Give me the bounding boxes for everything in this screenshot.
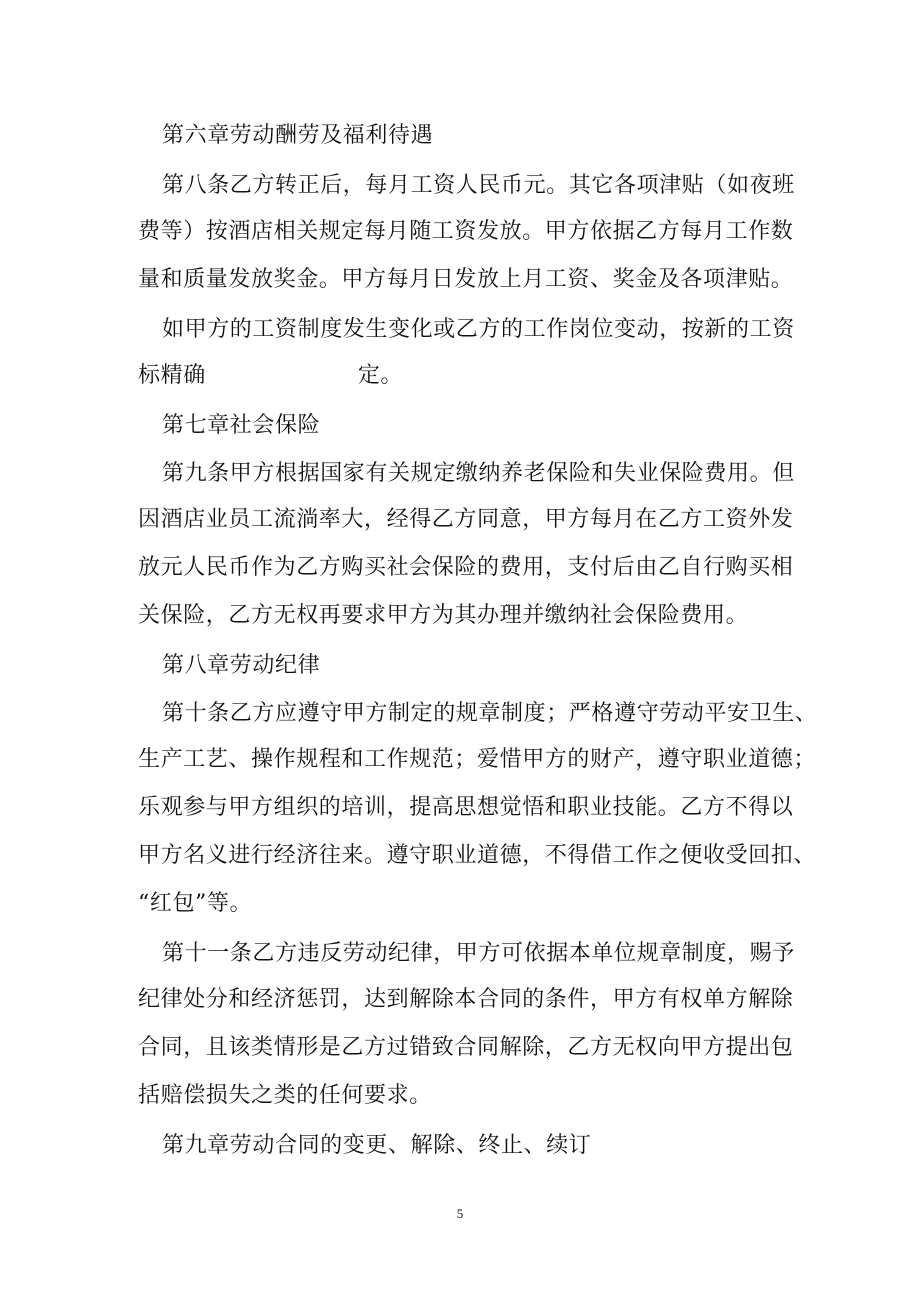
article-8-line-2: 费等）按酒店相关规定每月随工资发放。甲方依据乙方每月工作数: [138, 219, 794, 244]
wage-change-text-before: 标精确: [138, 363, 206, 388]
page-number: 5: [456, 1206, 464, 1221]
article-11-line-1: 第十一条乙方违反劳动纪律，甲方可依据本单位规章制度，赐予: [162, 941, 795, 966]
wage-change-text-after: 定。: [357, 363, 404, 388]
chapter-6-heading: 第六章劳动酬劳及福利待遇: [162, 123, 434, 148]
article-10-line-1: 第十条乙方应遵守甲方制定的规章制度；严格遵守劳动平安卫生、: [162, 701, 818, 726]
chapter-9-heading: 第九章劳动合同的变更、解除、终止、续订: [162, 1133, 592, 1158]
wage-change-line-2: [138, 361, 403, 391]
article-9-line-1: 第九条甲方根据国家有关规定缴纳养老保险和失业保险费用。但: [162, 461, 795, 486]
article-9-line-4: 关保险，乙方无权再要求甲方为其办理并缴纳社会保险费用。: [138, 603, 749, 628]
chapter-7-heading: 第七章社会保险: [162, 413, 321, 438]
article-10-line-5: “红包”等。: [138, 891, 253, 916]
article-11-line-2: 纪律处分和经济惩罚，达到解除本合同的条件，甲方有权单方解除: [138, 987, 794, 1012]
article-8-line-1: 第八条乙方转正后，每月工资人民币元。其它各项津贴（如夜班: [162, 173, 795, 198]
article-10-line-4: 甲方名义进行经济往来。遵守职业道德，不得借工作之便收受回扣、: [138, 843, 817, 868]
article-9-line-3: 放元人民币作为乙方购买社会保险的费用，支付后由乙自行购买相: [138, 555, 794, 580]
article-9-line-2: 因酒店业员工流淌率大，经得乙方同意，甲方每月在乙方工资外发: [138, 507, 794, 532]
wage-change-line-1: 如甲方的工资制度发生变化或乙方的工作岗位变动，按新的工资: [162, 317, 795, 342]
article-11-line-3: 合同，且该类情形是乙方过错致合同解除，乙方无权向甲方提出包: [138, 1035, 794, 1060]
article-10-line-3: 乐观参与甲方组织的培训，提高思想觉悟和职业技能。乙方不得以: [138, 795, 794, 820]
article-10-line-2: 生产工艺、操作规程和工作规范；爱惜甲方的财产，遵守职业道德；: [138, 747, 817, 772]
article-11-line-4: 括赔偿损失之类的任何要求。: [138, 1083, 432, 1108]
chapter-8-heading: 第八章劳动纪律: [162, 653, 321, 678]
article-8-line-3: 量和质量发放奖金。甲方每月日发放上月工资、奖金及各项津贴。: [138, 267, 794, 292]
